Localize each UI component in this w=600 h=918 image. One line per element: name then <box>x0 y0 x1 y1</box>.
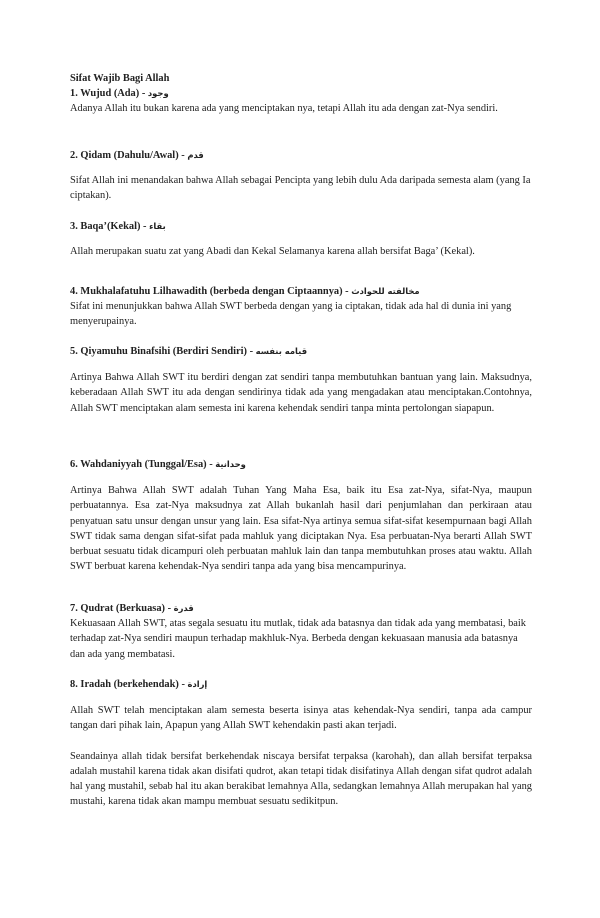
section-heading: 3. Baqa’(Kekal) - بقاء <box>70 221 166 232</box>
section-heading: 8. Iradah (berkehendak) - إرادة <box>70 679 208 690</box>
section-paragraph: Artinya Bahwa Allah SWT itu berdiri dengan zat sendiri tanpa membutuhkan bantuan yang lain. Maksudnya, keberadaan Allah SWT itu ada dengan sendirinya tidak ada yang mengadakan atau menciptakan.Contohnya, Allah SWT menciptakan alam semesta ini karena kehendak sendiri tanpa minta pertolongan siapapun. <box>70 372 532 414</box>
section-paragraph: Allah merupakan suatu zat yang Abadi dan Kekal Selamanya karena allah bersifat Baga’ (Kekal). <box>70 246 475 258</box>
section-paragraph: Seandainya allah tidak bersifat berkehendak niscaya bersifat terpaksa (karohah), dan allah bersifat terpaksa adalah mustahil karena tidak akan disifati qudrot, akan tetapi tidak disifatinya Allah dengan sifat qudrot adalah hal yang mustahil, sebab hal itu akan berakibat lemahnya Alla, sedangkan lemahnya Allah merupakan hal yang mustahi, karena tidak akan mampu membuat sesuatu sedikitpun. <box>70 750 532 808</box>
section-paragraph: Artinya Bahwa Allah SWT adalah Tuhan Yang Maha Esa, baik itu Esa zat-Nya, sifat-Nya, maupun perbuatannya. Esa zat-Nya maksudnya zat Allah bukanlah hasil dari penjumlahan dan perkiraan atau penyatuan satu unsur dengan unsur yang lain. Esa sifat-Nya artinya semua sifat-sifat kesempurnaan bagi Allah SWT tidak sama dengan sifat-sifat pada mahluk yang diciptakan Nya. Esa perbuatan-Nya berarti Allah SWT berbuat sesuatu tidak dicampuri oleh perbuatan mahluk lain dan tanpa membutuhkan proses atau waktu. Allah SWT berbuat karena kehendak-Nya sendiri tanpa ada yang bisa mencampurinya. <box>70 485 532 573</box>
section-heading: 6. Wahdaniyyah (Tunggal/Esa) - وحدانية <box>70 459 246 470</box>
section-paragraph: Sifat ini menunjukkan bahwa Allah SWT berbeda dengan yang ia ciptakan, tidak ada hal di dunia ini yang menyerupainya. <box>70 301 512 328</box>
section-heading: 5. Qiyamuhu Binafsihi (Berdiri Sendiri) - قيامه بنفسه <box>70 346 308 357</box>
section-paragraph: Sifat Allah ini menandakan bahwa Allah sebagai Pencipta yang lebih dulu Ada daripada semesta alam (yang Ia ciptakan). <box>70 175 531 202</box>
section-paragraph: Adanya Allah itu bukan karena ada yang menciptakan nya, tetapi Allah itu ada dengan zat-Nya sendiri. <box>70 103 498 115</box>
section-heading: 2. Qidam (Dahulu/Awal) - قدم <box>70 150 204 161</box>
section-wujud <box>70 86 532 116</box>
section-baqa <box>70 219 532 259</box>
section-qidam <box>70 148 532 204</box>
section-wahdaniyyah <box>70 457 532 574</box>
section-heading: 4. Mukhalafatuhu Lilhawadith (berbeda dengan Ciptaannya) - مخالفته للحوادث <box>70 286 420 297</box>
section-mukhalafatuhu <box>70 284 532 330</box>
section-paragraph: Allah SWT telah menciptakan alam semesta beserta isinya atas kehendak-Nya sendiri, tanpa ada campur tangan dari pihak lain, Apapun yang Allah SWT kehendakin pasti akan terjadi. <box>70 705 532 732</box>
section-paragraph: Kekuasaan Allah SWT, atas segala sesuatu itu mutlak, tidak ada batasnya dan tidak ada yang membatasi, baik terhadap zat-Nya sendiri maupun terhadap makhluk-Nya. Berbeda dengan kekuasaan manusia ada batasnya dan ada yang membatasi. <box>70 618 526 660</box>
section-iradah <box>70 677 532 809</box>
document-title: Sifat Wajib Bagi Allah <box>70 73 170 84</box>
section-heading: 1. Wujud (Ada) - وجود <box>70 88 169 99</box>
section-heading: 7. Qudrat (Berkuasa) - قدرة <box>70 603 194 614</box>
section-qudrat <box>70 601 532 662</box>
section-qiyamuhu <box>70 344 532 416</box>
